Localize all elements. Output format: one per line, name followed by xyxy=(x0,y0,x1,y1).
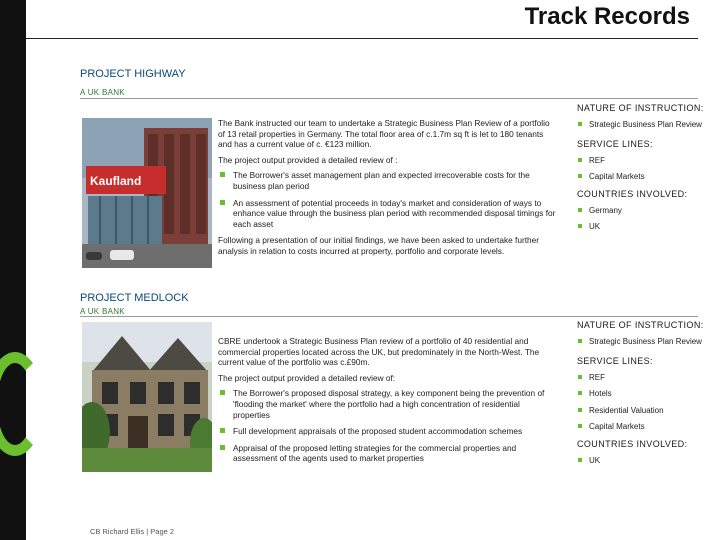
project-medlock-divider xyxy=(80,316,698,317)
left-sidebar-bar xyxy=(0,0,26,540)
list-item: The Borrower's asset management plan and expected irrecoverable costs for the business plan period xyxy=(218,170,558,191)
nature-heading: NATURE OF INSTRUCTION: xyxy=(577,320,704,330)
page-footer: CB Richard Ellis | Page 2 xyxy=(90,527,175,536)
project-highway-title: PROJECT HIGHWAY xyxy=(80,68,186,80)
list-item: Germany xyxy=(577,206,705,217)
bullet-square-icon xyxy=(578,174,582,178)
project-medlock-intro: CBRE undertook a Strategic Business Plan review of a portfolio of 40 residential and commercial properties located across the UK, but predominately in the North-West. The current value of the portfolio was c.£90m. xyxy=(218,336,540,368)
project-highway-intro: The Bank instructed our team to undertake a Strategic Business Plan Review of a portfolio of 13 retail properties in Germany. The total floor area of c.1.7m sq ft is let to 180 tenants and has a current value of c. €123 million. xyxy=(218,118,550,150)
countries-heading: COUNTRIES INVOLVED: xyxy=(577,188,688,199)
countries-heading: COUNTRIES INVOLVED: xyxy=(577,438,688,449)
bullet-square-icon xyxy=(578,208,582,212)
bullet-square-icon xyxy=(220,445,225,450)
project-highway-description xyxy=(218,118,558,262)
project-medlock-description xyxy=(218,336,558,470)
bullet-square-icon xyxy=(578,224,582,228)
nature-heading: NATURE OF INSTRUCTION: xyxy=(577,103,704,113)
bullet-square-icon xyxy=(578,122,582,126)
title-divider xyxy=(26,38,698,39)
service-heading: SERVICE LINES: xyxy=(577,138,653,149)
brand-arc-graphic xyxy=(0,352,44,456)
list-item: Capital Markets xyxy=(577,422,705,433)
list-item: Strategic Business Plan Review xyxy=(577,337,705,348)
project-medlock-client: A UK BANK xyxy=(80,307,125,316)
bullet-square-icon xyxy=(578,339,582,343)
list-item: REF xyxy=(577,156,705,167)
page-title: Track Records xyxy=(524,3,690,30)
bullet-square-icon xyxy=(220,172,225,177)
bullet-square-icon xyxy=(220,428,225,433)
bullet-square-icon xyxy=(220,390,225,395)
list-item: UK xyxy=(577,456,705,467)
bullet-square-icon xyxy=(578,424,582,428)
bullet-square-icon xyxy=(578,391,582,395)
kaufland-building-photo xyxy=(82,118,212,268)
list-item: Strategic Business Plan Review xyxy=(577,120,705,131)
project-medlock-title: PROJECT MEDLOCK xyxy=(80,292,189,304)
list-item: REF xyxy=(577,373,705,384)
list-item: An assessment of potential proceeds in today's market and consideration of ways to enhance value through the business plan period with recommended disposal timings for each asset xyxy=(218,198,558,230)
bullet-square-icon xyxy=(578,458,582,462)
project-medlock-sidebar xyxy=(577,320,705,472)
project-medlock-output-lead: The project output provided a detailed review of: xyxy=(218,372,396,383)
bullet-square-icon xyxy=(220,200,225,205)
bullet-square-icon xyxy=(578,375,582,379)
list-item: Full development appraisals of the proposed student accommodation schemes xyxy=(218,426,558,437)
list-item: Capital Markets xyxy=(577,172,705,183)
bullet-square-icon xyxy=(578,408,582,412)
project-highway-sidebar xyxy=(577,103,705,239)
list-item: Appraisal of the proposed letting strategies for the commercial properties and assessment of the agents used to market properties xyxy=(218,443,558,464)
project-highway-output-lead: The project output provided a detailed review of : xyxy=(218,154,398,165)
list-item: Hotels xyxy=(577,389,705,400)
bullet-square-icon xyxy=(578,158,582,162)
service-heading: SERVICE LINES: xyxy=(577,355,653,366)
list-item: Residential Valuation xyxy=(577,406,705,417)
store-sign-text: Kaufland xyxy=(90,174,142,188)
stone-house-photo xyxy=(82,322,212,472)
list-item: UK xyxy=(577,222,705,233)
list-item: The Borrower's proposed disposal strategy, a key component being the prevention of 'flooding the market' where the portfolio had a high concentration of residential properties xyxy=(218,388,558,420)
project-highway-closing: Following a presentation of our initial findings, we have been asked to undertake further analysis in relation to costs incurred at property, portfolio and corporate levels. xyxy=(218,235,540,256)
project-highway-client: A UK BANK xyxy=(80,88,125,97)
project-highway-divider xyxy=(80,98,698,99)
